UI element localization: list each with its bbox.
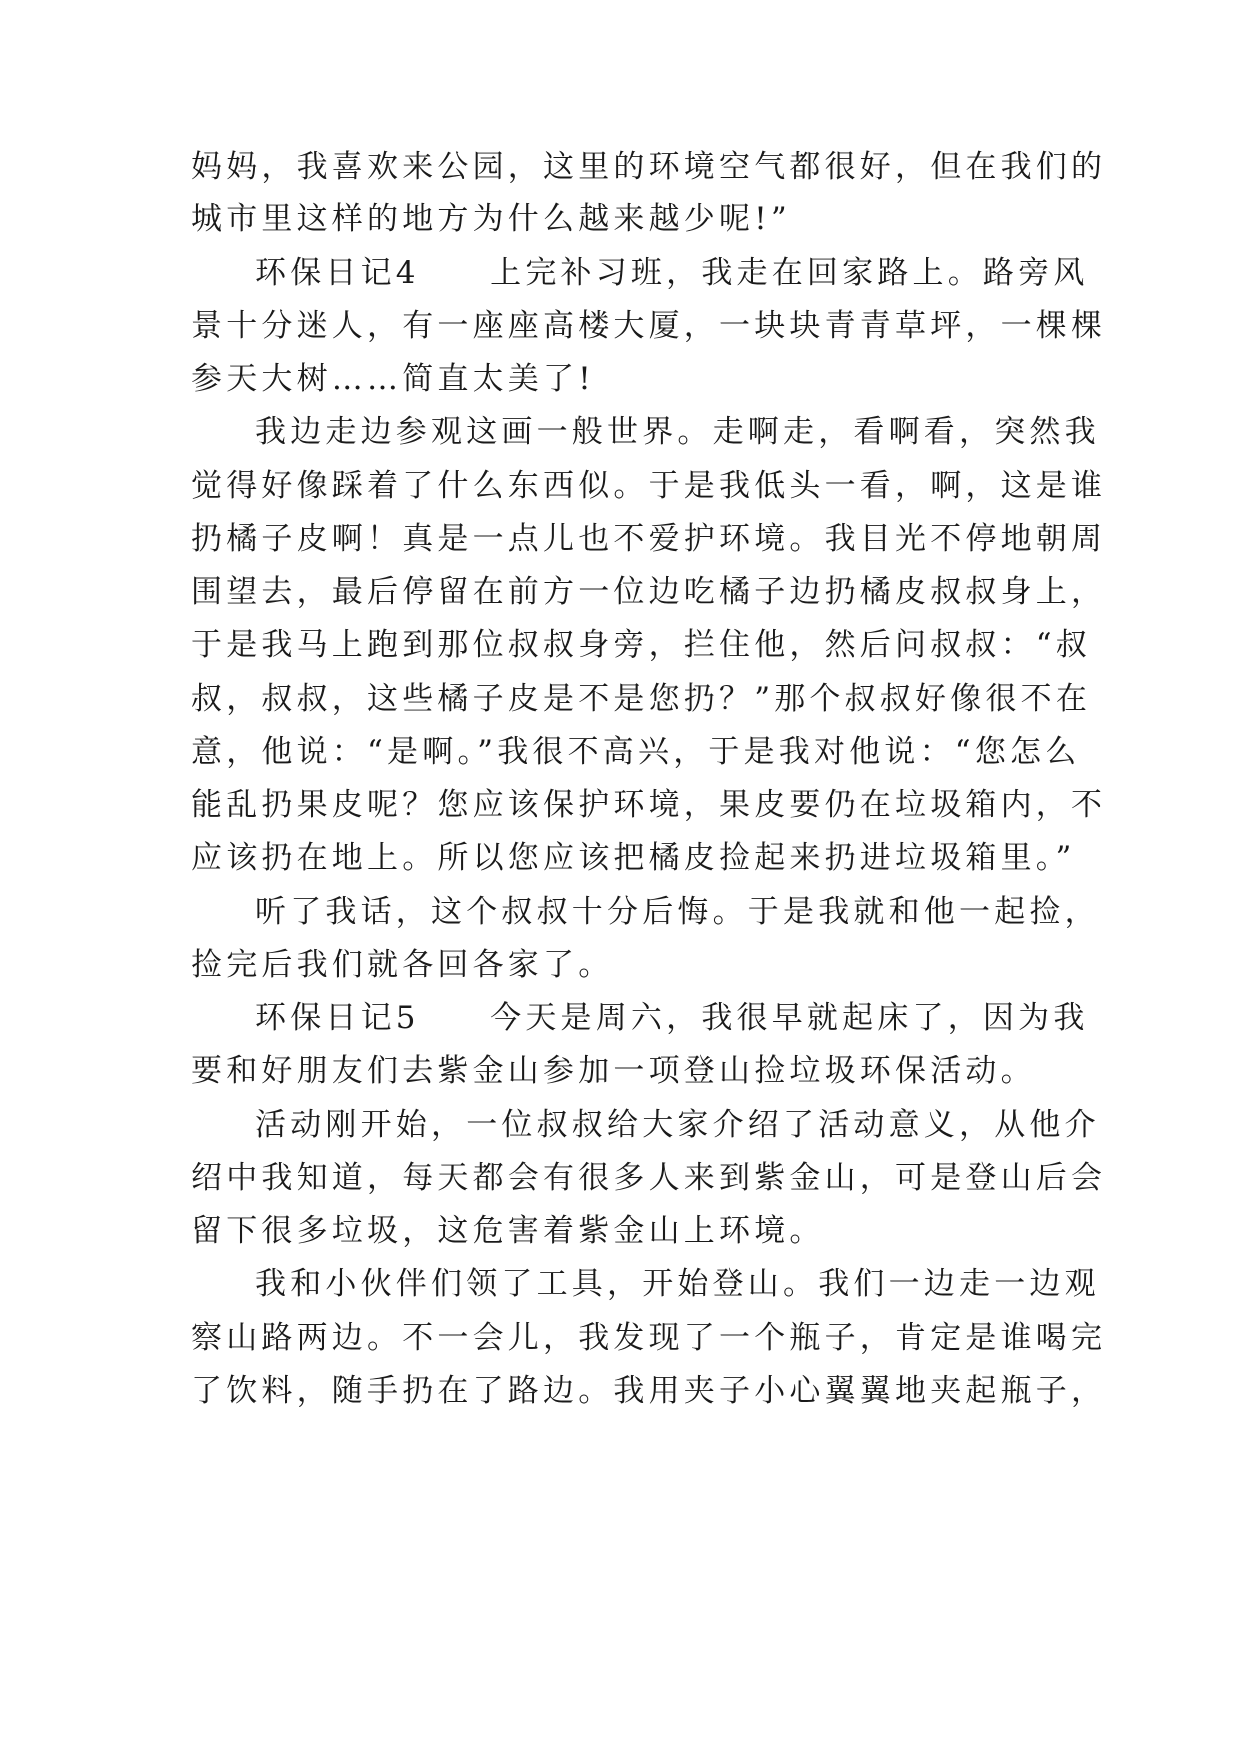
text-line: 活动刚开始，一位叔叔给大家介绍了活动意义，从他介 — [255, 1107, 1100, 1143]
text-line: 了饮料，随手扔在了路边。我用夹子小心翼翼地夹起瓶子， — [191, 1373, 1107, 1409]
text-line: 围望去，最后停留在前方一位边吃橘子边扔橘皮叔叔身上， — [191, 574, 1107, 610]
text-line: 能乱扔果皮呢？您应该保护环境，果皮要仍在垃圾箱内，不 — [191, 787, 1107, 823]
text-line: 绍中我知道，每天都会有很多人来到紫金山，可是登山后会 — [191, 1160, 1107, 1196]
text-line: 城市里这样的地方为什么越来越少呢!” — [191, 201, 791, 237]
text-line: 环保日记5 今天是周六，我很早就起床了，因为我 — [255, 1000, 1089, 1036]
text-line: 应该扔在地上。所以您应该把橘皮捡起来扔进垃圾箱里。” — [191, 840, 1076, 876]
text-line: 捡完后我们就各回各家了。 — [191, 947, 614, 983]
text-line: 听了我话，这个叔叔十分后悔。于是我就和他一起捡， — [255, 894, 1100, 930]
text-line: 留下很多垃圾，这危害着紫金山上环境。 — [191, 1213, 825, 1249]
text-line: 景十分迷人，有一座座高楼大厦，一块块青青草坪，一棵棵 — [191, 308, 1107, 344]
text-line: 要和好朋友们去紫金山参加一项登山捡垃圾环保活动。 — [191, 1053, 1036, 1089]
text-line: 我边走边参观这画一般世界。走啊走，看啊看，突然我 — [255, 414, 1100, 450]
text-line: 环保日记4 上完补习班，我走在回家路上。路旁风 — [255, 255, 1089, 291]
text-line: 扔橘子皮啊！真是一点儿也不爱护环境。我目光不停地朝周 — [191, 521, 1107, 557]
text-line: 觉得好像踩着了什么东西似。于是我低头一看，啊，这是谁 — [191, 468, 1107, 504]
text-line: 我和小伙伴们领了工具，开始登山。我们一边走一边观 — [255, 1266, 1100, 1302]
text-line: 意，他说：“是啊。”我很不高兴，于是我对他说：“您怎么 — [191, 734, 1081, 770]
text-line: 察山路两边。不一会儿，我发现了一个瓶子，肯定是谁喝完 — [191, 1320, 1107, 1356]
text-line: 妈妈，我喜欢来公园，这里的环境空气都很好，但在我们的 — [191, 149, 1107, 185]
text-line: 于是我马上跑到那位叔叔身旁，拦住他，然后问叔叔：“叔 — [191, 627, 1092, 663]
text-line: 参天大树……简直太美了! — [191, 361, 595, 397]
text-line: 叔，叔叔，这些橘子皮是不是您扔？”那个叔叔好像很不在 — [191, 681, 1092, 717]
